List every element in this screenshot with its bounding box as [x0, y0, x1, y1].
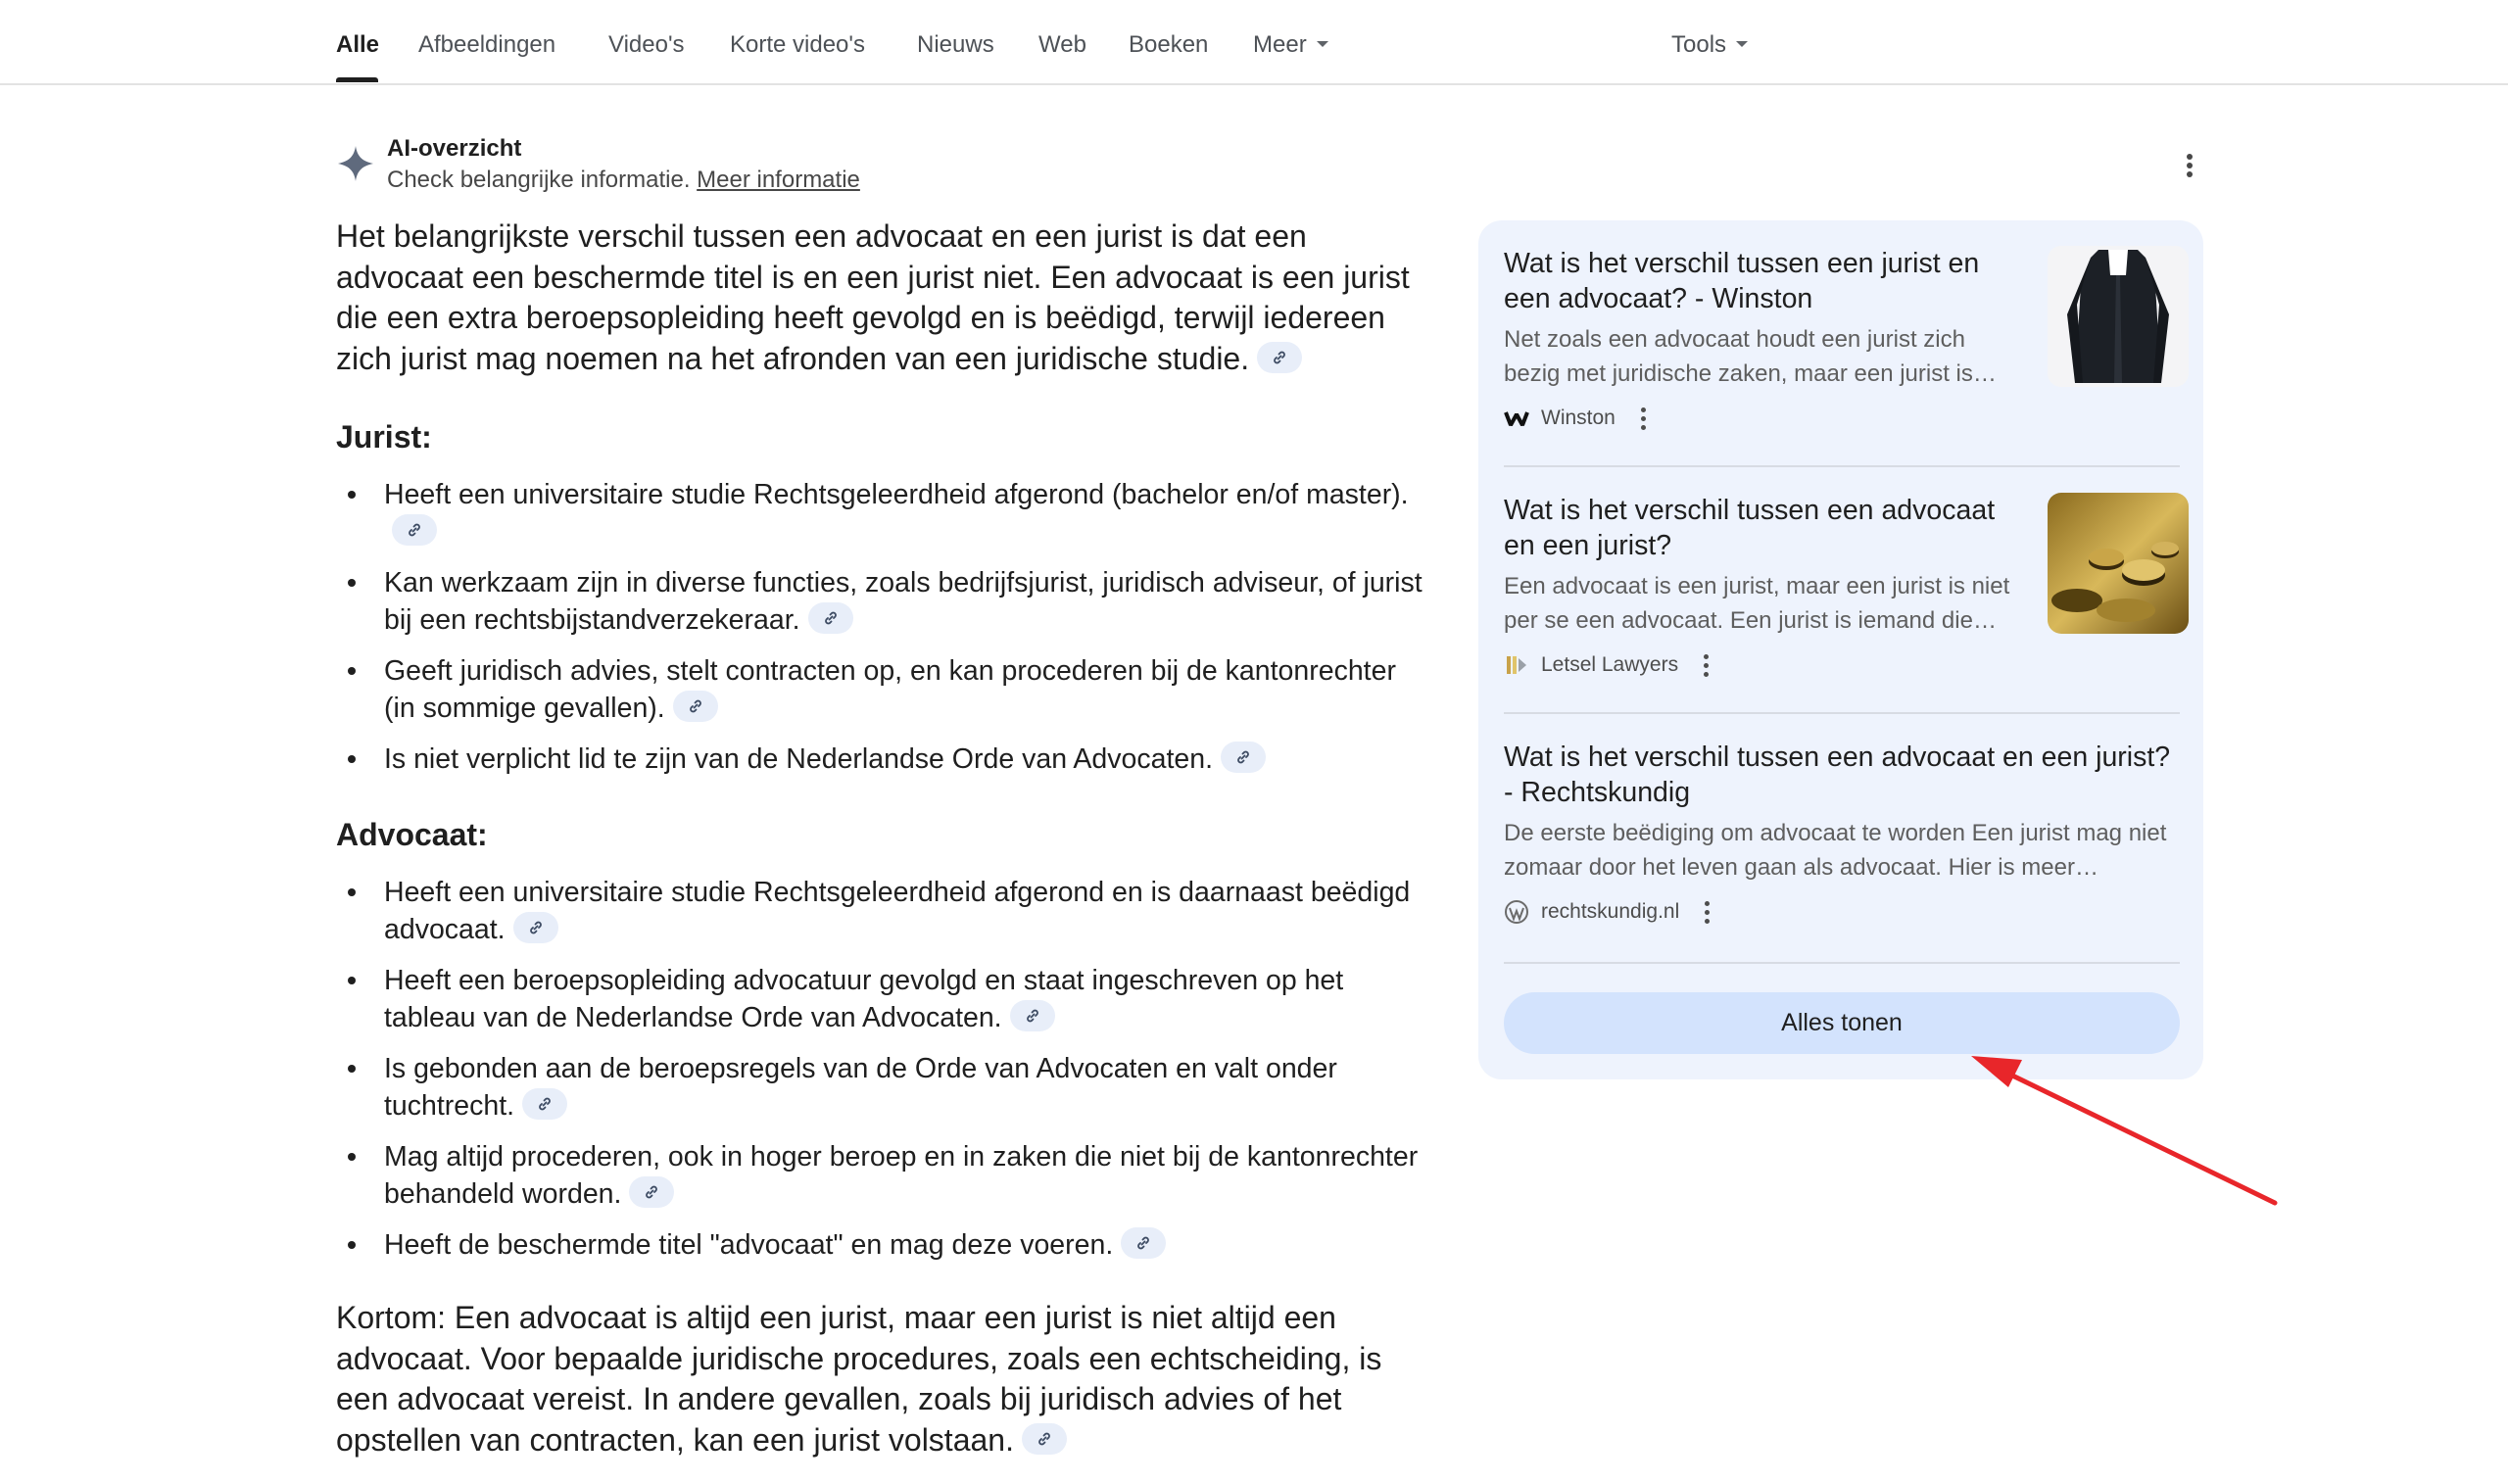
jurist-list [336, 476, 1423, 791]
source-thumbnail [2048, 493, 2189, 634]
ai-overview-summary [336, 1298, 1414, 1460]
link-icon [1036, 1430, 1053, 1448]
chevron-down-icon [1736, 41, 1748, 47]
source-link-pill[interactable] [673, 691, 718, 722]
source-card-winston[interactable] [1504, 246, 2180, 442]
chevron-down-icon [1317, 41, 1328, 47]
more-options-icon[interactable] [1697, 898, 1716, 926]
link-icon [1234, 748, 1252, 766]
advocaat-list [336, 874, 1423, 1277]
source-link-pill[interactable] [629, 1176, 674, 1208]
show-all-button[interactable]: Alles tonen [1504, 992, 2180, 1054]
wordpress-logo-icon [1504, 899, 1529, 925]
source-meta [1504, 896, 1716, 928]
lead-text: Het belangrijkste verschil tussen een advocaat en een jurist is dat een advocaat een beschermde titel is en een jurist niet. Een advocaat is een jurist die een extra beroepsopleiding heeft gevolgd en is beëdigd, terwijl iedereen zich jurist mag noemen na het afronden van een juridische studie. [336, 218, 1410, 376]
source-snippet: Net zoals een advocaat houdt een jurist zich bezig met juridische zaken, maar een jurist is… [1504, 326, 1997, 387]
source-link-pill[interactable] [808, 602, 853, 634]
source-link-pill[interactable] [1022, 1423, 1067, 1455]
tab-web[interactable]: Web [1038, 31, 1086, 58]
letsel-lawyers-logo-icon [1504, 652, 1529, 678]
list-item: Is niet verplicht lid te zijn van de Nederlandse Orde van Advocaten. [336, 741, 1423, 778]
source-thumbnail [2048, 246, 2189, 387]
source-card-letsel-lawyers[interactable] [1504, 493, 2180, 689]
link-icon [687, 697, 704, 715]
list-item: Heeft de beschermde titel "advocaat" en mag deze voeren. [336, 1226, 1423, 1264]
search-tabs-bar [0, 0, 2508, 85]
link-icon [822, 609, 840, 627]
link-icon [1134, 1234, 1152, 1252]
more-options-icon[interactable] [2177, 151, 2202, 180]
list-item: Heeft een beroepsopleiding advocatuur gevolgd en staat ingeschreven op het tableau van de Nederlandse Orde van Advocaten. [336, 962, 1423, 1036]
sparkle-icon [336, 144, 375, 183]
link-icon [1024, 1007, 1041, 1025]
tools-button[interactable] [1671, 31, 1748, 59]
source-link-pill[interactable] [1257, 342, 1302, 373]
list-item: Kan werkzaam zijn in diverse functies, zoals bedrijfsjurist, juridisch adviseur, of jurist bij een rechtsbijstandverzekeraar. [336, 564, 1423, 639]
ai-overview-subtitle-text: Check belangrijke informatie. [387, 167, 691, 193]
divider [1504, 465, 2180, 467]
more-options-icon[interactable] [1633, 405, 1653, 432]
jurist-heading: Jurist: [336, 419, 432, 455]
list-item: Heeft een universitaire studie Rechtsgeleerdheid afgerond en is daarnaast beëdigd advocaat. [336, 874, 1423, 948]
ai-overview-lead [336, 216, 1414, 379]
source-link-pill[interactable] [522, 1088, 567, 1120]
source-title[interactable]: Wat is het verschil tussen een jurist en een advocaat? - Winston [1504, 248, 1980, 314]
tab-meer-label: Meer [1253, 31, 1307, 58]
link-icon [527, 919, 545, 936]
tab-alle[interactable]: Alle [336, 31, 380, 58]
source-meta [1504, 403, 1653, 434]
source-snippet: Een advocaat is een jurist, maar een jurist is niet per se een advocaat. Een jurist is iemand die… [1504, 573, 2010, 634]
source-link-pill[interactable] [513, 912, 558, 943]
link-icon [643, 1183, 660, 1201]
link-icon [1271, 349, 1288, 366]
summary-text: Kortom: Een advocaat is altijd een jurist, maar een jurist is niet altijd een advocaat. Voor bepaalde juridische procedures, zoals een echtscheiding, is een advocaat vereist. In andere gevallen, zoals bij juridisch advies of het opstellen van contracten, kan een jurist volstaan. [336, 1300, 1382, 1458]
list-item: Is gebonden aan de beroepsregels van de Orde van Advocaten en valt onder tuchtrecht. [336, 1050, 1423, 1125]
source-link-pill[interactable] [392, 514, 437, 546]
active-tab-indicator [336, 77, 378, 82]
more-options-icon[interactable] [1696, 651, 1715, 679]
source-link-pill[interactable] [1121, 1227, 1166, 1259]
advocaat-heading: Advocaat: [336, 817, 488, 852]
tab-videos[interactable]: Video's [608, 31, 685, 58]
source-title[interactable]: Wat is het verschil tussen een advocaat en een jurist? [1504, 495, 1996, 561]
source-link-pill[interactable] [1010, 1000, 1055, 1031]
link-icon [406, 521, 423, 539]
ai-overview-subtitle [387, 167, 860, 194]
source-site-name: rechtskundig.nl [1541, 900, 1680, 923]
source-site-name: Winston [1541, 407, 1616, 429]
source-snippet: De eerste beëdiging om advocaat te worden Een jurist mag niet zomaar door het leven gaan als advocaat. Hier is meer… [1504, 820, 2167, 881]
list-item: Heeft een universitaire studie Rechtsgeleerdheid afgerond (bachelor en/of master). [336, 476, 1423, 551]
link-icon [536, 1095, 554, 1113]
divider [1504, 712, 2180, 714]
ai-overview-title: AI-overzicht [387, 135, 522, 162]
source-card-rechtskundig[interactable] [1504, 740, 2180, 935]
tab-meer[interactable] [1253, 31, 1328, 59]
source-title[interactable]: Wat is het verschil tussen een advocaat en een jurist? - Rechtskundig [1504, 742, 2171, 808]
list-item: Mag altijd procederen, ook in hoger beroep en in zaken die niet bij de kantonrechter behandeld worden. [336, 1138, 1423, 1213]
tab-boeken[interactable]: Boeken [1129, 31, 1209, 58]
winston-logo-icon [1504, 406, 1529, 431]
list-item: Geeft juridisch advies, stelt contracten op, en kan procederen bij de kantonrechter (in sommige gevallen). [336, 652, 1423, 727]
source-meta [1504, 649, 1715, 681]
sources-panel [1478, 220, 2203, 1079]
tools-label: Tools [1671, 31, 1727, 58]
divider [1504, 962, 2180, 964]
source-link-pill[interactable] [1221, 742, 1266, 773]
source-site-name: Letsel Lawyers [1541, 653, 1679, 676]
tab-afbeeldingen[interactable]: Afbeeldingen [418, 31, 556, 58]
tab-korte-videos[interactable]: Korte video's [730, 31, 865, 58]
meer-informatie-link[interactable]: Meer informatie [697, 167, 860, 193]
tab-nieuws[interactable]: Nieuws [917, 31, 994, 58]
